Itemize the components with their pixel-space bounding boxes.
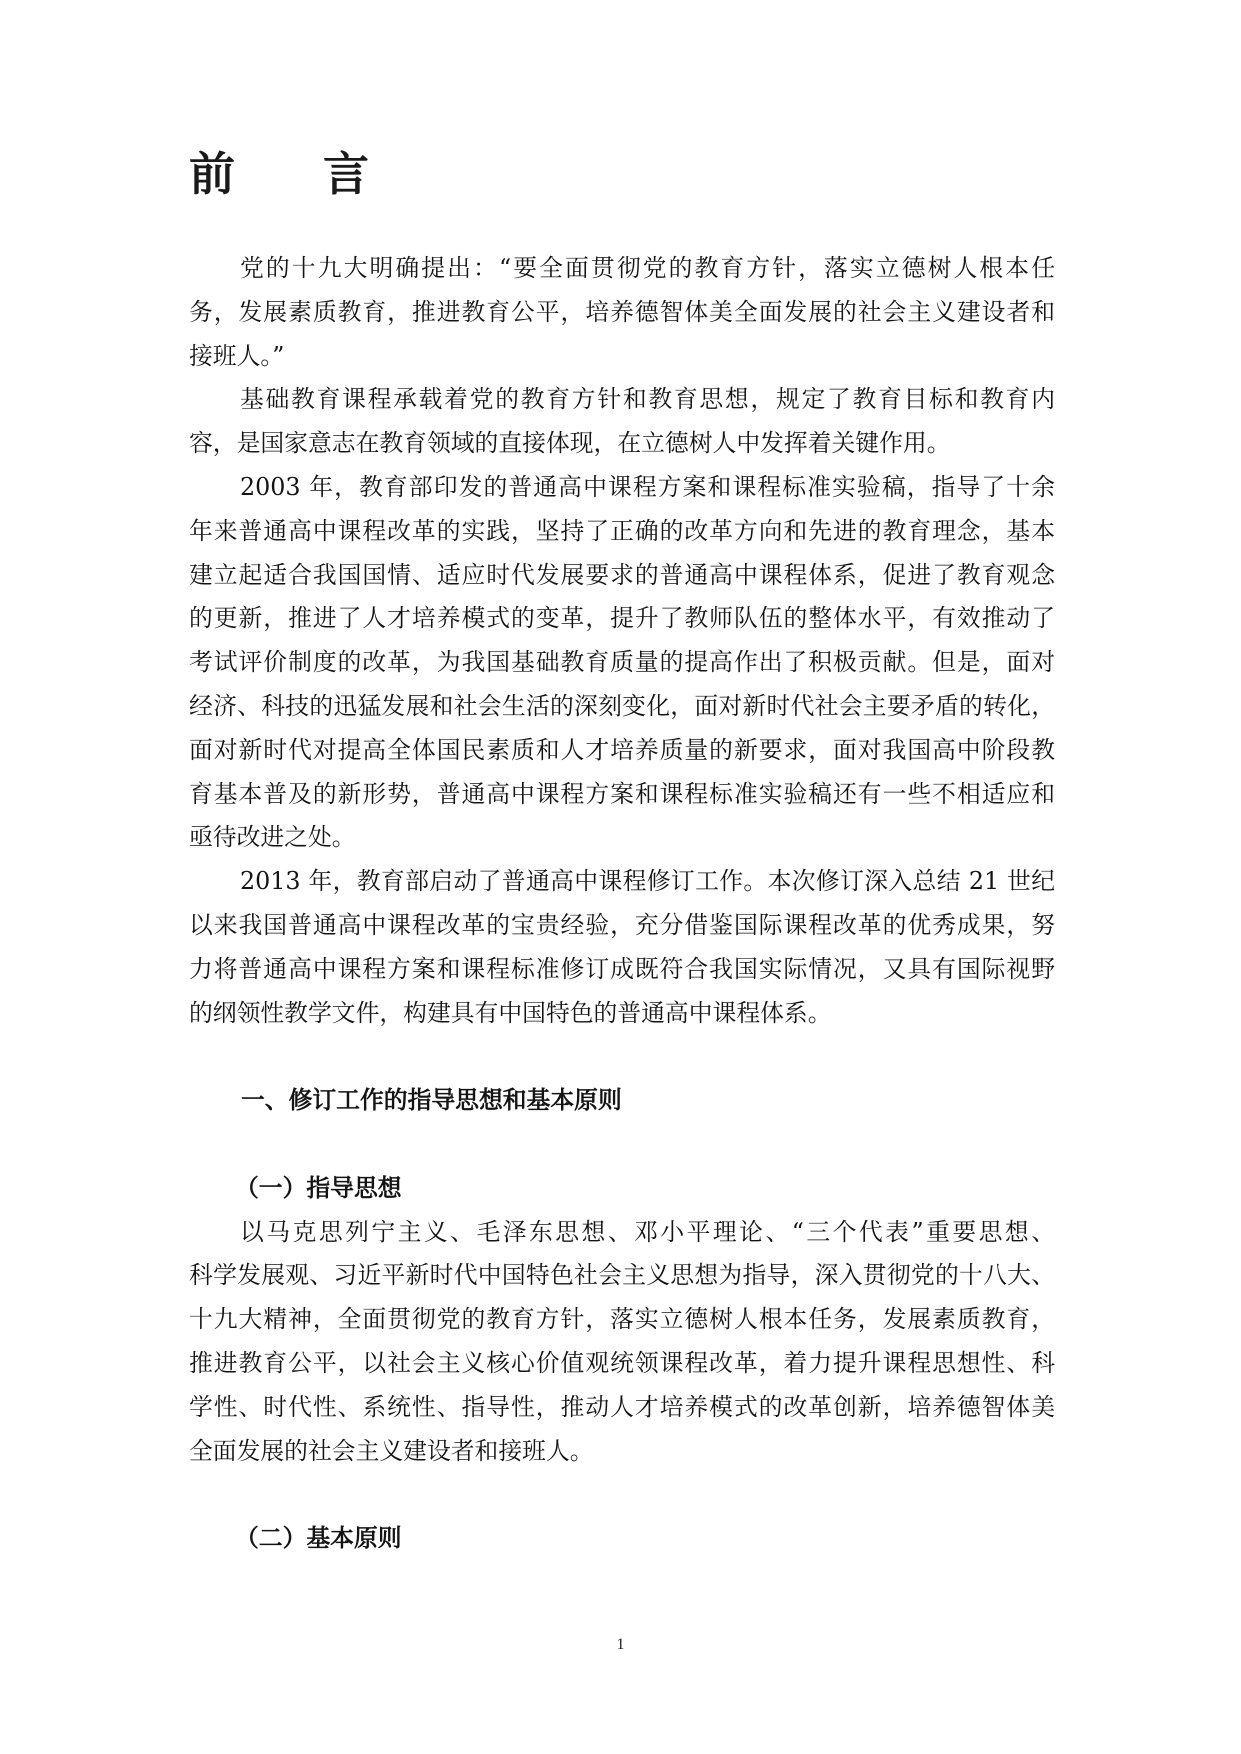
page-title: 前 言: [189, 147, 370, 201]
text-line: 接班人。”: [189, 341, 285, 370]
page-content: [189, 144, 1055, 1561]
section-heading: 一、修订工作的指导思想和基本原则: [241, 1086, 622, 1115]
text-line: 2003 年，教育部印发的普通高中课程方案和课程标准实验稿，指导了十余: [240, 472, 1055, 501]
paragraph: [189, 378, 1055, 466]
text-line: 建立起适合我国国情、适应时代发展要求的普通高中课程体系，促进了教育观念: [189, 560, 1055, 589]
text-line: 务，发展素质教育，推进教育公平，培养德智体美全面发展的社会主义建设者和: [189, 297, 1055, 326]
preface-body: [189, 247, 1055, 1035]
text-line: 的更新，推进了人才培养模式的变革，提升了教师队伍的整体水平，有效推动了: [189, 604, 1055, 633]
text-line: 考试评价制度的改革，为我国基础教育质量的提高作出了积极贡献。但是，面对: [189, 648, 1055, 677]
text-line: 学性、时代性、系统性、指导性，推动人才培养模式的改革创新，培养德智体美: [189, 1392, 1055, 1421]
text-line: 面对新时代对提高全体国民素质和人才培养质量的新要求，面对我国高中阶段教: [189, 735, 1055, 764]
text-line: 科学发展观、习近平新时代中国特色社会主义思想为指导，深入贯彻党的十八大、: [189, 1261, 1055, 1290]
text-line: 以马克思列宁主义、毛泽东思想、邓小平理论、“三个代表”重要思想、: [240, 1217, 1055, 1246]
text-line: 基础教育课程承载着党的教育方针和教育思想，规定了教育目标和教育内: [240, 385, 1055, 414]
text-line: 2013 年，教育部启动了普通高中课程修订工作。本次修订深入总结 21 世纪: [240, 867, 1055, 896]
text-line: 的纲领性教学文件，构建具有中国特色的普通高中课程体系。: [189, 998, 832, 1027]
paragraph: [189, 1211, 1055, 1474]
paragraph: [189, 466, 1055, 860]
text-line: 十九大精神，全面贯彻党的教育方针，落实立德树人根本任务，发展素质教育，: [189, 1305, 1055, 1334]
text-line: 亟待改进之处。: [189, 823, 356, 852]
paragraph: [189, 247, 1055, 378]
text-line: 推进教育公平，以社会主义核心价值观统领课程改革，着力提升课程思想性、科: [189, 1348, 1055, 1377]
paragraph: [189, 860, 1055, 1035]
text-line: 力将普通高中课程方案和课程标准修订成既符合我国实际情况，又具有国际视野: [189, 954, 1055, 983]
text-line: 党的十九大明确提出：“要全面贯彻党的教育方针，落实立德树人根本任: [240, 254, 1055, 282]
page-number: 1: [616, 1636, 625, 1653]
text-line: 容，是国家意志在教育领域的直接体现，在立德树人中发挥着关键作用。: [189, 429, 951, 458]
text-line: 全面发展的社会主义建设者和接班人。: [189, 1436, 594, 1465]
subsection-heading-basic-principles: （二）基本原则: [235, 1524, 402, 1553]
text-line: 经济、科技的迅猛发展和社会生活的深刻变化，面对新时代社会主要矛盾的转化，: [189, 691, 1055, 720]
subsection-body: [189, 1211, 1055, 1474]
subsection-heading-guiding-ideology: （一）指导思想: [235, 1173, 402, 1202]
text-line: 育基本普及的新形势，普通高中课程方案和课程标准实验稿还有一些不相适应和: [189, 779, 1055, 808]
text-line: 以来我国普通高中课程改革的宝贵经验，充分借鉴国际课程改革的优秀成果，努: [189, 910, 1055, 939]
text-line: 年来普通高中课程改革的实践，坚持了正确的改革方向和先进的教育理念，基本: [189, 516, 1055, 545]
